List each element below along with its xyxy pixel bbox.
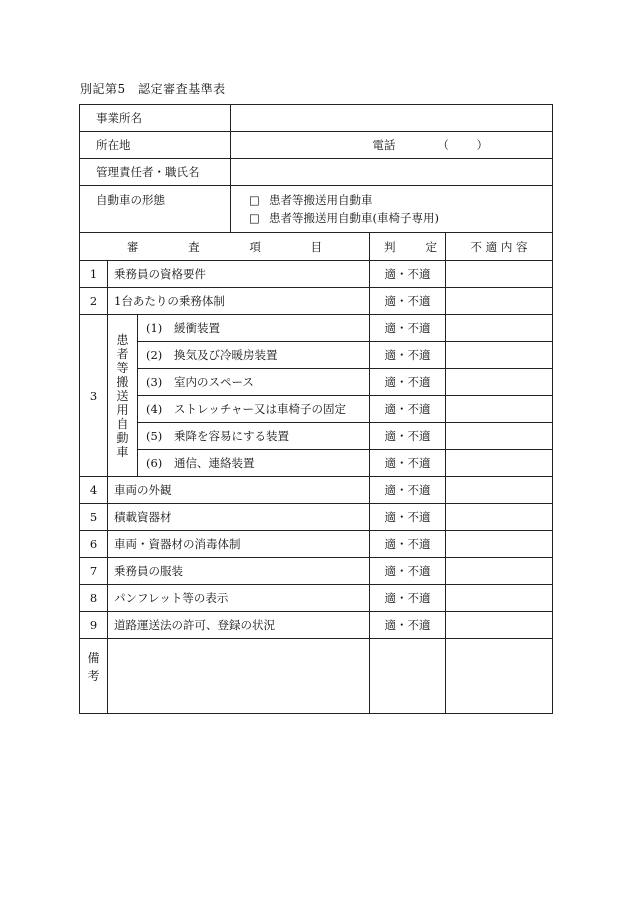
checkbox-icon[interactable]: □ bbox=[249, 193, 260, 207]
table-row: 1 乗務員の資格要件 適・不適 bbox=[80, 261, 553, 288]
vehicle-type-options bbox=[231, 186, 553, 233]
page-title: 別記第5 認定審査基準表 bbox=[80, 82, 226, 96]
judge-cell[interactable]: 適・不適 bbox=[370, 288, 446, 315]
reason-cell[interactable] bbox=[446, 423, 553, 450]
judge-cell[interactable]: 適・不適 bbox=[370, 504, 446, 531]
manager-field[interactable] bbox=[231, 159, 553, 186]
office-name-field[interactable] bbox=[231, 105, 553, 132]
table-row: 7 乗務員の服装 適・不適 bbox=[80, 558, 553, 585]
table-row: 9 道路運送法の許可、登録の状況 適・不適 bbox=[80, 612, 553, 639]
phone-parentheses: （ ） bbox=[437, 138, 500, 152]
judge-cell[interactable]: 適・不適 bbox=[370, 558, 446, 585]
table-row: 6 車両・資器材の消毒体制 適・不適 bbox=[80, 531, 553, 558]
vehicle-option-standard[interactable]: □ 患者等搬送用自動車 bbox=[249, 193, 373, 207]
reason-cell[interactable] bbox=[446, 531, 553, 558]
reason-cell[interactable] bbox=[446, 396, 553, 423]
reason-cell[interactable] bbox=[446, 504, 553, 531]
reason-cell[interactable] bbox=[446, 342, 553, 369]
remarks-judge-field[interactable] bbox=[370, 639, 446, 714]
column-header-judge: 判 定 bbox=[370, 233, 446, 261]
remarks-row bbox=[80, 639, 553, 714]
table-row: (5) 乗降を容易にする装置 適・不適 bbox=[80, 423, 553, 450]
table-row: 8 パンフレット等の表示 適・不適 bbox=[80, 585, 553, 612]
judge-cell[interactable]: 適・不適 bbox=[370, 396, 446, 423]
criteria-sheet bbox=[79, 104, 552, 714]
table-row: (3) 室内のスペース 適・不適 bbox=[80, 369, 553, 396]
judge-cell[interactable]: 適・不適 bbox=[370, 612, 446, 639]
criteria-table bbox=[79, 232, 553, 714]
reason-cell[interactable] bbox=[446, 612, 553, 639]
reason-cell[interactable] bbox=[446, 477, 553, 504]
remarks-field[interactable] bbox=[108, 639, 370, 714]
reason-cell[interactable] bbox=[446, 585, 553, 612]
judge-cell[interactable]: 適・不適 bbox=[370, 369, 446, 396]
remarks-label: 備 考 bbox=[80, 639, 108, 714]
remarks-reason-field[interactable] bbox=[446, 639, 553, 714]
reason-cell[interactable] bbox=[446, 369, 553, 396]
column-header-item: 審 査 項 目 bbox=[80, 233, 370, 261]
group-label-vehicle: 患 者 等 搬 送 用 自 動 車 bbox=[108, 315, 138, 477]
address-field[interactable] bbox=[231, 132, 553, 159]
table-row: 4 車両の外観 適・不適 bbox=[80, 477, 553, 504]
manager-label: 管理責任者・職氏名 bbox=[80, 159, 231, 186]
phone-label: 電話 bbox=[372, 138, 396, 152]
table-row: (4) ストレッチャー又は車椅子の固定 適・不適 bbox=[80, 396, 553, 423]
vehicle-type-label: 自動車の形態 bbox=[80, 186, 231, 233]
office-name-label: 事業所名 bbox=[80, 105, 231, 132]
reason-cell[interactable] bbox=[446, 315, 553, 342]
judge-cell[interactable]: 適・不適 bbox=[370, 531, 446, 558]
table-row: 2 1台あたりの乗務体制 適・不適 bbox=[80, 288, 553, 315]
table-row: (6) 通信、連絡装置 適・不適 bbox=[80, 450, 553, 477]
reason-cell[interactable] bbox=[446, 558, 553, 585]
checkbox-icon[interactable]: □ bbox=[249, 211, 260, 225]
judge-cell[interactable]: 適・不適 bbox=[370, 585, 446, 612]
vehicle-option-wheelchair[interactable]: □ 患者等搬送用自動車(車椅子専用) bbox=[249, 211, 439, 225]
column-header-row bbox=[80, 233, 553, 261]
table-row: 3 患 者 等 搬 送 用 自 動 車 (1) 緩衝装置 適・不適 bbox=[80, 315, 553, 342]
address-label: 所在地 bbox=[80, 132, 231, 159]
info-table bbox=[79, 104, 553, 233]
table-row: (2) 換気及び冷暖房装置 適・不適 bbox=[80, 342, 553, 369]
judge-cell[interactable]: 適・不適 bbox=[370, 423, 446, 450]
judge-cell[interactable]: 適・不適 bbox=[370, 315, 446, 342]
judge-cell[interactable]: 適・不適 bbox=[370, 450, 446, 477]
reason-cell[interactable] bbox=[446, 261, 553, 288]
judge-cell[interactable]: 適・不適 bbox=[370, 342, 446, 369]
judge-cell[interactable]: 適・不適 bbox=[370, 477, 446, 504]
column-header-reason: 不 適 内 容 bbox=[446, 233, 553, 261]
table-row: 5 積載資器材 適・不適 bbox=[80, 504, 553, 531]
reason-cell[interactable] bbox=[446, 450, 553, 477]
judge-cell[interactable]: 適・不適 bbox=[370, 261, 446, 288]
reason-cell[interactable] bbox=[446, 288, 553, 315]
